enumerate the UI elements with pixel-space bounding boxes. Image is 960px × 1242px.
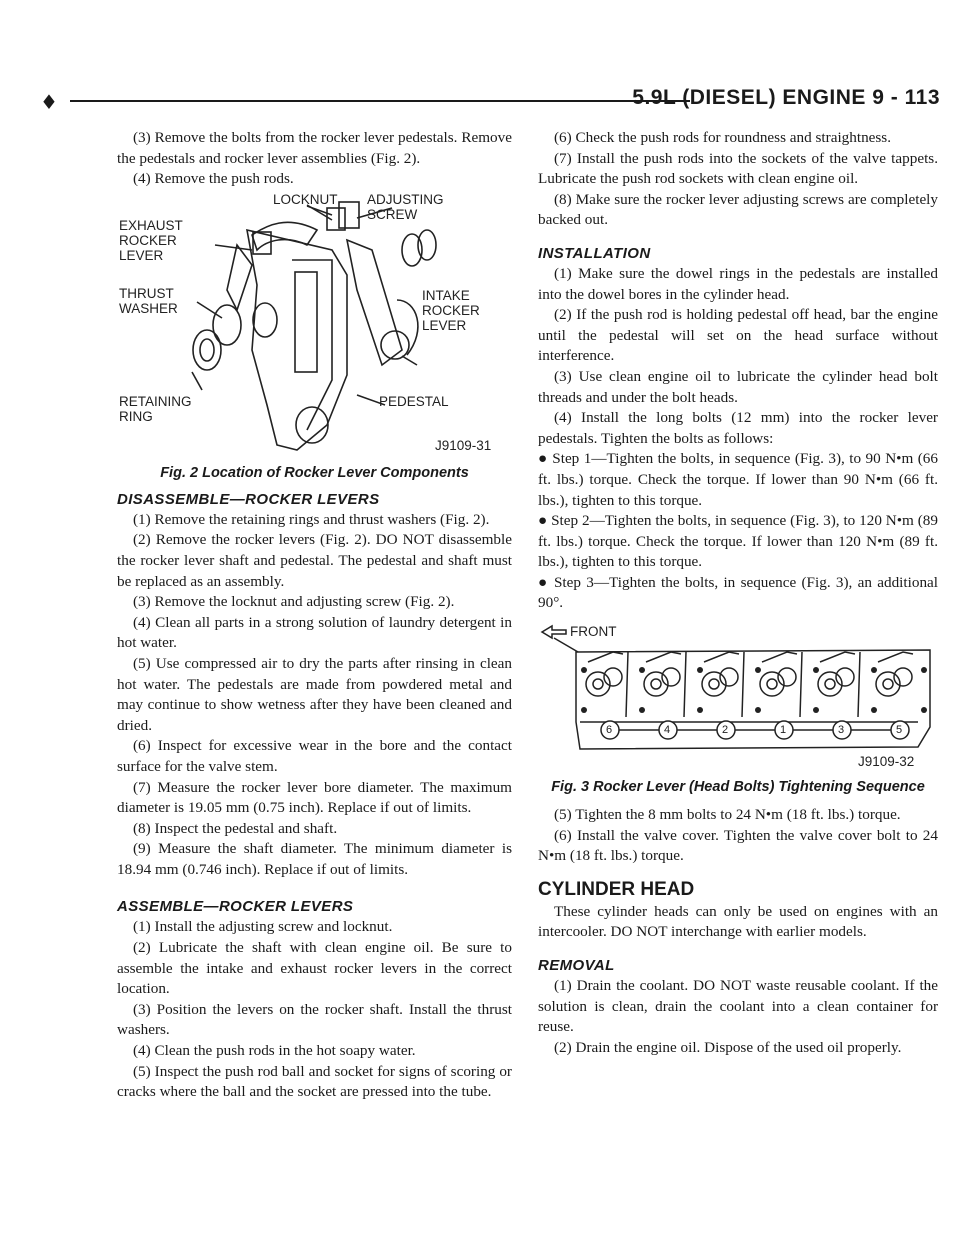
paragraph: (2) If the push rod is holding pedestal off head, bar the engine until the pedestal will set on the head surface without interference. [538,306,938,365]
paragraph: These cylinder heads can only be used on engines with an intercooler. DO NOT interchange with earlier models. [538,902,938,941]
section-heading-installation: INSTALLATION [538,244,651,262]
paragraph: (7) Install the push rods into the sockets of the valve tappets. Lubricate the push rod sockets with clean engine oil. [538,149,938,188]
section-heading-assemble: ASSEMBLE—ROCKER LEVERS [117,898,354,916]
figure-caption: Fig. 3 Rocker Lever (Head Bolts) Tightening Sequence [551,779,925,796]
paragraph: (2) Drain the engine oil. Dispose of the used oil properly. [554,1038,902,1056]
section-heading-cylinder-head: CYLINDER HEAD [538,878,695,900]
sequence-number: 4 [664,724,671,737]
step-item: ● Step 3—Tighten the bolts, in sequence (Fig. 3), an additional 90°. [538,573,938,612]
paragraph: (3) Remove the locknut and adjusting screw (Fig. 2). [133,593,455,611]
paragraph: (6) Install the valve cover. Tighten the valve cover bolt to 24 N•m (18 ft. lbs.) torque. [538,826,938,865]
paragraph: (1) Make sure the dowel rings in the pedestals are installed into the dowel bores in the cylinder head. [538,264,938,303]
paragraph: (2) Lubricate the shaft with clean engine oil. Be sure to assemble the intake and exhaust rocker levers in the correct location. [117,939,512,998]
paragraph: (4) Install the long bolts (12 mm) into the rocker lever pedestals. Tighten the bolts as follows: [538,409,938,447]
right-column [538,128,938,1058]
paragraph: (7) Measure the rocker lever bore diameter. The maximum diameter is 19.05 mm (0.75 inch). Replace if out of limits. [117,778,512,817]
step-item: ● Step 2—Tighten the bolts, in sequence (Fig. 3), to 120 N•m (89 ft. lbs.) torque. Check the torque. If lower than 120 N•m (89 ft. lbs.), tighten to this torque. [538,512,938,571]
paragraph: (5) Tighten the 8 mm bolts to 24 N•m (18 ft. lbs.) torque. [554,806,901,824]
figure-rocker-components [117,190,512,458]
paragraph: (4) Clean the push rods in the hot soapy water. [133,1042,416,1060]
paragraph: (5) Use compressed air to dry the parts after rinsing in clean hot water. The pedestals are made from powdered metal and may continue to show wetness after they have been cleaned and dried. [117,654,512,734]
paragraph: (5) Inspect the push rod ball and socket for signs of scoring or cracks where the ball and the socket are pressed into the tube. [117,1062,512,1101]
paragraph: (1) Install the adjusting screw and locknut. [133,918,393,936]
paragraph: (6) Inspect for excessive wear in the bore and the contact surface for the valve stem. [117,737,512,775]
page-header [40,86,940,116]
label-intake-rocker-lever: INTAKE ROCKER LEVER [422,287,480,333]
paragraph: (3) Remove the bolts from the rocker lever pedestals. Remove the pedestals and rocker lever assemblies (Fig. 2). [117,129,512,167]
paragraph: (4) Remove the push rods. [133,170,294,188]
left-column [117,128,512,1103]
head-bolt-diagram [538,622,938,772]
paragraph: (9) Measure the shaft diameter. The minimum diameter is 18.94 mm (0.746 inch). Replace if out of limits. [117,840,512,878]
label-exhaust-rocker-lever: EXHAUST ROCKER LEVER [119,217,183,263]
paragraph: (8) Make sure the rocker lever adjusting screws are completely backed out. [538,190,938,229]
diamond-bullet-icon: ♦ [40,90,58,114]
sequence-number: 3 [838,724,845,737]
sequence-number: 5 [896,724,903,737]
figure-id: J9109-31 [435,437,492,453]
paragraph: (3) Use clean engine oil to lubricate the cylinder head bolt threads and under the bolt heads. [538,367,938,406]
sequence-number: 2 [722,724,729,737]
paragraph: (4) Clean all parts in a strong solution of laundry detergent in hot water. [117,613,512,652]
section-heading-removal: REMOVAL [538,957,615,975]
label-adjusting-screw: ADJUSTING SCREW [367,191,444,222]
label-thrust-washer: THRUST WASHER [119,285,178,316]
header-rule [70,100,690,102]
label-retaining-ring: RETAINING RING [119,393,192,424]
paragraph: (1) Remove the retaining rings and thrust washers (Fig. 2). [133,510,490,528]
label-pedestal: PEDESTAL [379,393,449,409]
section-heading-disassemble: DISASSEMBLE—ROCKER LEVERS [117,490,380,508]
paragraph: (3) Position the levers on the rocker shaft. Install the thrust washers. [117,1000,512,1039]
label-locknut: LOCKNUT [273,191,338,207]
figure-id: J9109-32 [858,754,915,770]
paragraph: (6) Check the push rods for roundness and straightness. [554,129,892,146]
paragraph: (2) Remove the rocker levers (Fig. 2). DO NOT disassemble the rocker lever shaft and pedestal. The pedestal and shaft must be replaced as an assembly. [117,531,512,590]
sequence-number: 1 [780,724,787,737]
paragraph: (8) Inspect the pedestal and shaft. [133,819,338,837]
page-title: 5.9L (DIESEL) ENGINE 9 - 113 [632,86,940,109]
figure-tightening-sequence [538,622,938,772]
sequence-number: 6 [606,724,613,737]
step-item: ● Step 1—Tighten the bolts, in sequence (Fig. 3), to 90 N•m (66 ft. lbs.) torque. Check the torque. If lower than 90 N•m (66 ft. lbs.), tighten to this torque. [538,450,938,509]
paragraph: (1) Drain the coolant. DO NOT waste reusable coolant. If the solution is clean, drain the coolant into a clean container for reuse. [538,977,938,1036]
label-front: FRONT [570,624,617,640]
figure-caption: Fig. 2 Location of Rocker Lever Components [160,464,469,481]
